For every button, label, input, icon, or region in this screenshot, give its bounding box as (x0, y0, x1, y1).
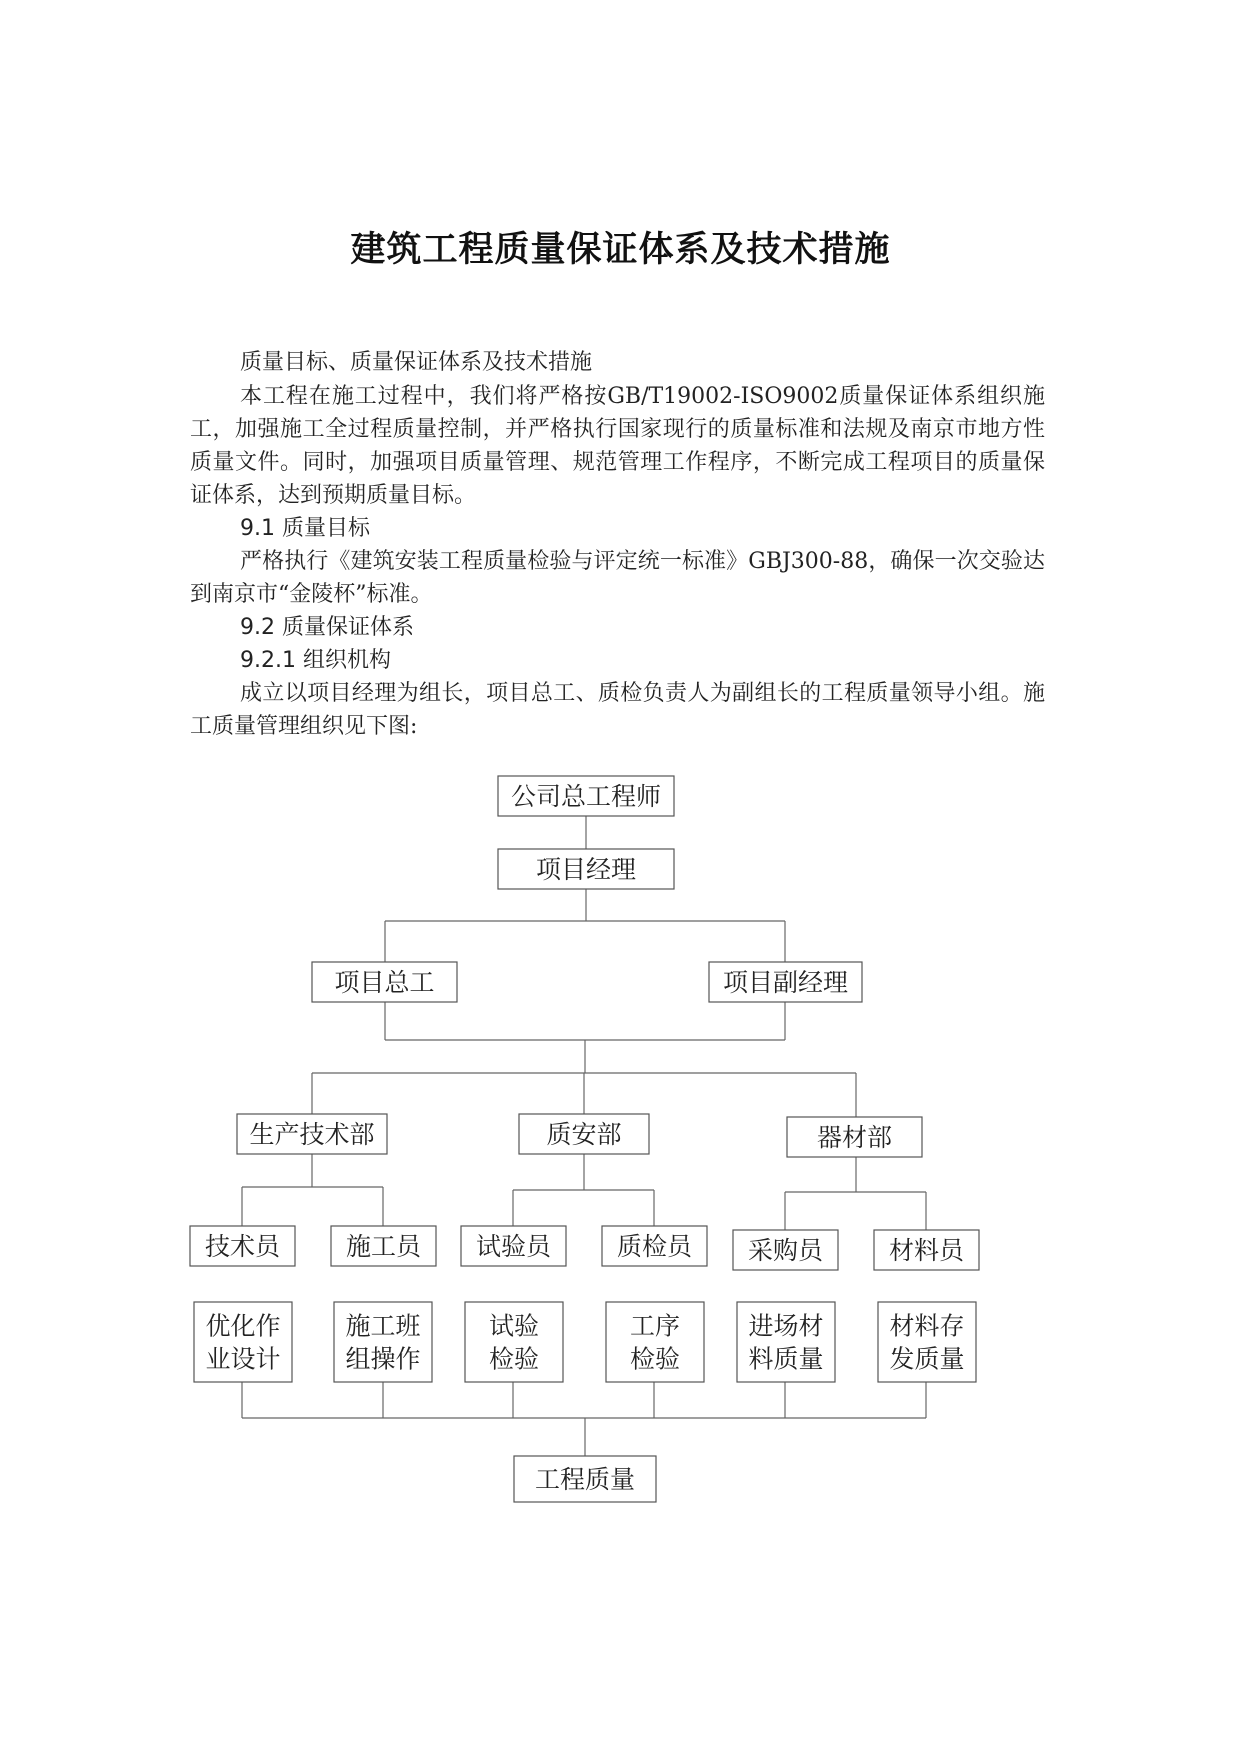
org-node (331, 1226, 436, 1266)
org-node (874, 1230, 979, 1270)
org-node (237, 1114, 387, 1154)
heading-9-2-text: 质量保证体系 (282, 615, 415, 640)
org-node-label: 工序 (629, 1311, 681, 1341)
org-node (606, 1302, 704, 1382)
org-node-label: 优化作 (205, 1311, 281, 1341)
org-node-label: 质安部 (546, 1120, 622, 1149)
org-node-label: 检验 (488, 1344, 540, 1374)
org-node-label: 发质量 (889, 1344, 965, 1374)
heading-9-1-text: 质量目标 (282, 516, 371, 541)
org-node-label: 组操作 (345, 1344, 421, 1374)
org-node (498, 776, 674, 816)
org-node (465, 1302, 563, 1382)
intro-paragraph: 本工程在施工过程中，我们将严格按GB/T19002-ISO9002质量保证体系组织施工，加强施工全过程质量控制，并严格执行国家现行的质量标准和法规及南京市地方性质量文件。同时，加强项目质量管理、规范管理工作程序，不断完成工程项目的质量保证体系，达到预期质量目标。 (190, 384, 1045, 508)
org-node (461, 1226, 566, 1266)
org-node-label: 材料员 (888, 1236, 965, 1265)
org-node-label: 项目副经理 (722, 968, 849, 997)
org-node-label: 项目总工 (334, 968, 435, 997)
document-title: 建筑工程质量保证体系及技术措施 (350, 230, 891, 270)
org-node (519, 1114, 649, 1154)
org-node (737, 1302, 835, 1382)
org-node-label: 器材部 (816, 1123, 893, 1152)
org-node-label: 检验 (629, 1344, 681, 1374)
paragraph-9-2-1: 成立以项目经理为组长，项目总工、质检负责人为副组长的工程质量领导小组。施工质量管理组织见下图: (190, 681, 1045, 739)
org-node (602, 1226, 707, 1266)
org-node (498, 849, 674, 889)
org-node (787, 1117, 922, 1157)
org-node (194, 1302, 292, 1382)
org-node-label: 采购员 (747, 1236, 824, 1265)
org-chart-nodes (190, 776, 979, 1502)
org-node-label: 质检员 (616, 1232, 693, 1261)
org-node-label: 生产技术部 (249, 1120, 375, 1149)
org-node (334, 1302, 432, 1382)
org-node-label: 工程质量 (534, 1465, 636, 1494)
org-node-label: 试验 (488, 1311, 540, 1341)
org-node-label: 试验员 (475, 1232, 552, 1261)
org-node-label: 施工班 (345, 1311, 421, 1341)
heading-9-2-1-number: 9.2.1 (240, 648, 296, 673)
section-heading: 质量目标、质量保证体系及技术措施 (240, 350, 593, 375)
org-node-label: 进场材 (748, 1311, 824, 1341)
heading-9-2-1-text: 组织机构 (302, 648, 391, 673)
org-node (190, 1226, 295, 1266)
org-node (733, 1230, 838, 1270)
heading-9-2-number: 9.2 (240, 615, 275, 640)
org-node (312, 962, 457, 1002)
org-node-label: 技术员 (204, 1232, 281, 1261)
org-node-label: 料质量 (748, 1344, 824, 1374)
org-node-label: 公司总工程师 (510, 782, 662, 811)
org-node (514, 1456, 656, 1502)
org-node-label: 业设计 (205, 1344, 281, 1374)
org-node (878, 1302, 976, 1382)
heading-9-1-number: 9.1 (240, 516, 275, 541)
org-node-label: 施工员 (345, 1232, 422, 1261)
org-node (709, 962, 862, 1002)
org-node-label: 项目经理 (535, 855, 637, 884)
paragraph-9-1: 严格执行《建筑安装工程质量检验与评定统一标准》GBJ300-88，确保一次交验达到南京市“金陵杯”标准。 (190, 549, 1045, 607)
org-node-label: 材料存 (889, 1311, 965, 1341)
